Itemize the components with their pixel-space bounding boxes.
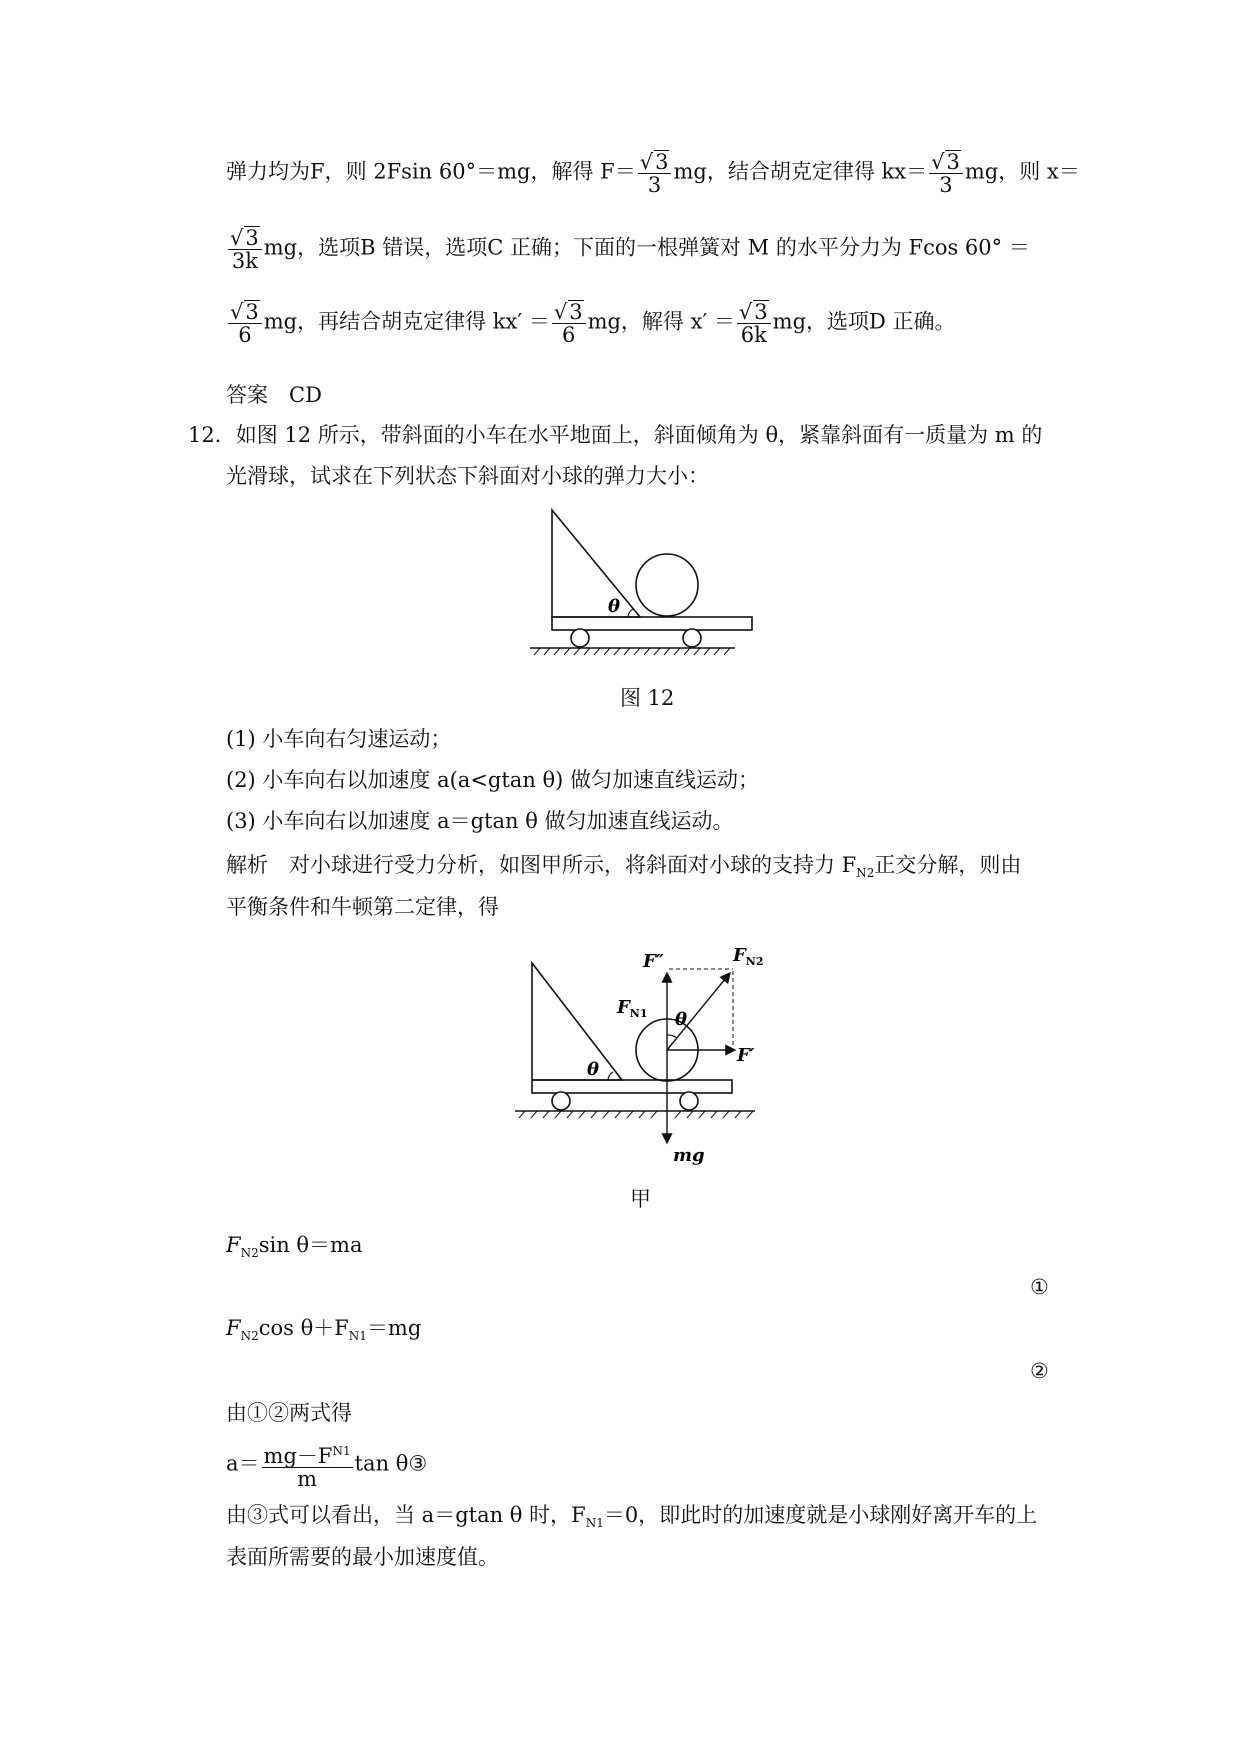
answer-line: 答案 CD (226, 383, 322, 407)
text-line-2: $\frac{√3}{3k}$ mg，选项B 错误，选项C 正确；下面的一根弹簧对 M 的水平分力为 Fcos 60° ＝ (230, 226, 1030, 273)
f-prime-label: F′ (737, 1045, 755, 1066)
text-line-1: 弹力均为F，则 2Fsin 60°＝mg，解得 F＝ $\frac{√3}{3}$ mg，结合胡克定律得 kx＝ $\frac{√3}{3}$ mg，则 x＝ (226, 150, 1080, 197)
fn1-subscript: N1 (629, 1007, 648, 1020)
conclusion-line-1: 由③式可以看出，当 a＝gtan θ 时，$F_{N1}=0$，即此时的加速度就是小球刚好离开车的上 (226, 1503, 1038, 1531)
fn2-label: F (733, 945, 746, 966)
figure-jia-diagram (505, 935, 795, 1175)
equation-2: $F_{N2}\cos$ $\theta+F_{N1}=mg$ (226, 1316, 422, 1344)
condition-1: (1) 小车向右匀速运动； (226, 727, 452, 751)
figure-12-diagram (520, 505, 760, 665)
theta-label: θ (608, 596, 621, 617)
question-12-line-1: 12．如图 12 所示，带斜面的小车在水平地面上，斜面倾角为 θ，紧靠斜面有一质量为 m 的 (188, 423, 1043, 447)
analysis-line-1: 解析 对小球进行受力分析，如图甲所示，将斜面对小球的支持力 $F_{N2}$正交分解，则由 (226, 853, 1022, 881)
text-line-3: $\frac{√3}{6}$ mg，再结合胡克定律得 kx′ ＝ $\frac{√3}{6}$ mg，解得 x′ ＝ $\frac{√3}{6k}$ mg，选项D 正确。 (230, 300, 956, 347)
equation-2-number: ② (1030, 1359, 1049, 1383)
theta-label-angle: θ (675, 1009, 688, 1030)
equation-1: $F_{N2}\sin$ θ＝ma (226, 1233, 363, 1261)
mg-label: mg (673, 1145, 705, 1166)
theta-label-incline: θ (587, 1059, 600, 1080)
condition-2: (2) 小车向右以加速度 a(a<gtan θ) 做匀加速直线运动； (226, 768, 760, 792)
analysis-line-2: 平衡条件和牛顿第二定律，得 (226, 895, 499, 919)
fn1-label: F (617, 997, 630, 1018)
fn2-subscript: N2 (745, 955, 764, 968)
conclusion-line-2: 表面所需要的最小加速度值。 (226, 1545, 499, 1569)
condition-3: (3) 小车向右以加速度 a＝gtan θ 做匀加速直线运动。 (226, 809, 734, 833)
equation-1-number: ① (1030, 1275, 1049, 1299)
svg-text:FN1 (616, 997, 648, 1020)
svg-text:FN2 (732, 945, 764, 968)
question-12-line-2: 光滑球，试求在下列状态下斜面对小球的弹力大小： (226, 464, 709, 488)
figure-jia-caption: 甲 (630, 1187, 651, 1211)
figure-12-caption: 图 12 (620, 686, 675, 710)
derivation-intro: 由①②两式得 (226, 1401, 352, 1425)
equation-3: a＝ $\frac{mg-F^{N1}}{m}$ tan θ③ (226, 1440, 427, 1490)
f-double-prime-label: F″ (643, 951, 664, 972)
